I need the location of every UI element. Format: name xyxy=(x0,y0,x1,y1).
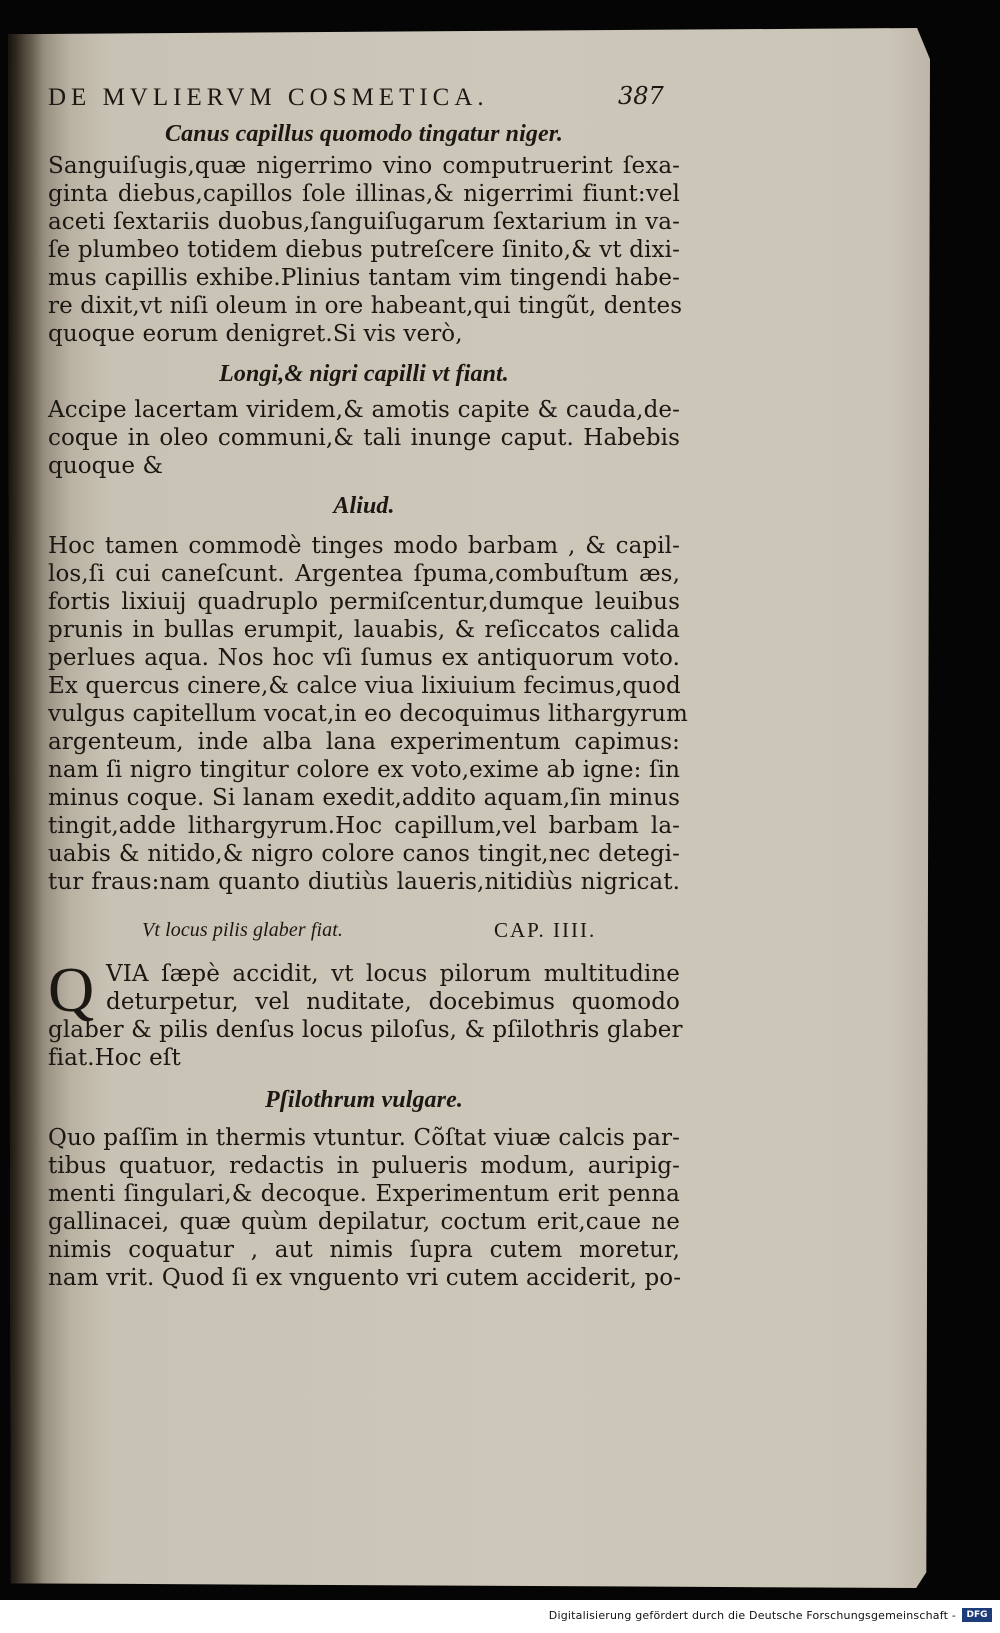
text-line: Hoc tamen commodè tinges modo barbam , & capil- xyxy=(48,533,680,559)
text-line: nam ſi nigro tingitur colore ex voto,exime ab igne: ſin xyxy=(48,757,680,783)
text-line: gallinacei, quæ quùm depilatur, coctum erit,caue ne xyxy=(48,1209,680,1235)
running-header: DE MVLIERVM COSMETICA. xyxy=(48,84,489,111)
text-line: ginta diebus,capillos ſole illinas,& nigerrimi fiunt:vel xyxy=(48,181,680,207)
text-line: fiat.Hoc eſt xyxy=(48,1045,181,1071)
text-line: coque in oleo communi,& tali inunge caput. Habebis xyxy=(48,425,680,451)
text-line: quoque & xyxy=(48,453,164,479)
text-line: minus coque. Si lanam exedit,addito aquam,ſin minus xyxy=(48,785,680,811)
text-line: tingit,adde lithargyrum.Hoc capillum,vel barbam la- xyxy=(48,813,680,839)
page-gutter-shadow xyxy=(8,28,42,1588)
chapter-heading-row xyxy=(142,916,682,944)
text-line: Sanguiſugis,quæ nigerrimo vino computruerint ſexa- xyxy=(48,153,680,179)
text-line: re dixit,vt niſi oleum in ore habeant,qui tingũt, dentes xyxy=(48,293,683,319)
text-line: VIA ſæpè accidit, vt locus pilorum multitudine xyxy=(106,961,680,987)
section-heading-psilothrum: Pſilothrum vulgare. xyxy=(265,1087,463,1113)
text-line: menti ſingulari,& decoque. Experimentum erit penna xyxy=(48,1181,680,1207)
text-line: nam vrit. Quod ſi ex vnguento vri cutem acciderit, po- xyxy=(48,1265,682,1291)
text-line: Ex quercus cinere,& calce viua lixiuium fecimus,quod xyxy=(48,673,681,699)
dfg-logo-icon: DFG xyxy=(962,1608,992,1622)
text-line: Accipe lacertam viridem,& amotis capite & cauda,de- xyxy=(48,397,680,423)
text-line: quoque eorum denigret.Si vis verò, xyxy=(48,321,463,347)
funding-credit: Digitalisierung gefördert durch die Deutsche Forschungsgemeinschaft - xyxy=(548,1609,956,1622)
chapter-number: CAP. IIII. xyxy=(494,918,597,942)
text-line: nimis coquatur , aut nimis ſupra cutem moretur, xyxy=(48,1237,680,1263)
text-line: deturpetur, vel nuditate, docebimus quomodo xyxy=(106,989,680,1015)
text-line: tur fraus:nam quanto diutiùs laueris,nitidiùs nigricat. xyxy=(48,869,680,895)
text-line: aceti ſextariis duobus,ſanguiſugarum ſextarium in va- xyxy=(48,209,680,235)
text-line: fortis lixiuij quadruplo permiſcentur,dumque leuibus xyxy=(48,589,680,615)
text-line: ſe plumbeo totidem diebus putreſcere ſinito,& vt dixi- xyxy=(48,237,680,263)
section-heading-aliud: Aliud. xyxy=(333,493,395,519)
section-heading-longi: Longi,& nigri capilli vt fiant. xyxy=(219,361,509,387)
text-line: tibus quatuor, redactis in pulueris modum, auripig- xyxy=(48,1153,680,1179)
text-line: Quo paſſim in thermis vtuntur. Cõſtat viuæ calcis par- xyxy=(48,1125,680,1151)
page-number: 387 xyxy=(618,82,664,110)
page-text xyxy=(48,60,688,1360)
text-line: mus capillis exhibe.Plinius tantam vim tingendi habe- xyxy=(48,265,680,291)
text-line: perlues aqua. Nos hoc vſi ſumus ex antiquorum voto. xyxy=(48,645,680,671)
chapter-title: Vt locus pilis glaber fiat. xyxy=(142,919,344,941)
drop-capital: Q xyxy=(48,954,95,1025)
section-heading-canus: Canus capillus quomodo tingatur niger. xyxy=(165,121,563,147)
text-line: vulgus capitellum vocat,in eo decoquimus lithargyrum xyxy=(48,701,688,727)
text-line: glaber & pilis denſus locus piloſus, & pſilothris glaber xyxy=(48,1017,683,1043)
text-line: prunis in bullas erumpit, lauabis, & reſiccatos calida xyxy=(48,617,680,643)
text-line: los,ſi cui caneſcunt. Argentea ſpuma,combuſtum æs, xyxy=(48,561,680,587)
text-line: uabis & nitido,& nigro colore canos tingit,nec detegi- xyxy=(48,841,680,867)
text-line: argenteum, inde alba lana experimentum capimus: xyxy=(48,729,680,755)
